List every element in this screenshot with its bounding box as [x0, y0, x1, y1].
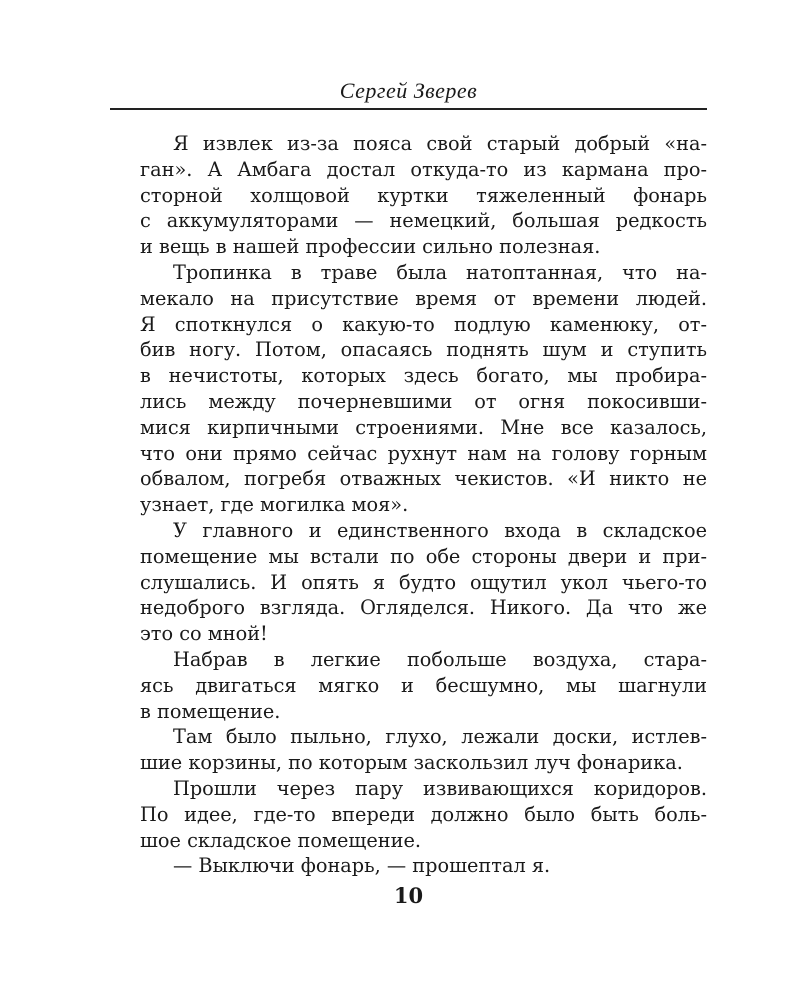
- text-line: ган». А Амбага достал откуда-то из кармана про-: [140, 157, 707, 181]
- paragraph: [140, 260, 707, 518]
- text-line: шие корзины, по которым заскользил луч фонарика.: [140, 751, 683, 775]
- text-line: это со мной!: [140, 622, 268, 646]
- text-line: сторной холщовой куртки тяжеленный фонарь: [140, 183, 707, 207]
- paragraph: [140, 518, 707, 647]
- text-line: Прошли через пару извивающихся коридоров.: [173, 776, 707, 800]
- text-line: обвалом, погребя отважных чекистов. «И никто не: [140, 467, 707, 491]
- header-rule: [110, 108, 707, 110]
- text-line: Там было пыльно, глухо, лежали доски, истлев-: [173, 725, 707, 749]
- text-line: Я споткнулся о какую-то подлую каменюку, от-: [140, 312, 707, 336]
- text-line: в помещение.: [140, 699, 281, 723]
- text-line: недоброго взгляда. Огляделся. Никого. Да что же: [140, 596, 707, 620]
- text-line: бив ногу. Потом, опасаясь поднять шум и ступить: [140, 338, 707, 362]
- paragraph: [140, 131, 707, 260]
- text-line: в нечистоты, которых здесь богато, мы пробира-: [140, 364, 707, 388]
- text-line: Тропинка в траве была натоптанная, что на-: [173, 260, 707, 284]
- text-line: помещение мы встали по обе стороны двери и при-: [140, 544, 707, 568]
- text-line: У главного и единственного входа в складское: [173, 518, 707, 542]
- text-line: и вещь в нашей профессии сильно полезная.: [140, 235, 601, 259]
- paragraph: [140, 724, 707, 776]
- text-line: что они прямо сейчас рухнут нам на голову горным: [140, 441, 707, 465]
- page-number: 10: [393, 883, 424, 908]
- text-line: Я извлек из-за пояса свой старый добрый «на-: [173, 132, 707, 155]
- text-line: слушались. И опять я будто ощутил укол чьего-то: [140, 570, 707, 594]
- text-line: узнает, где могилка моя».: [140, 493, 409, 517]
- text-line: По идее, где-то впереди должно было быть боль-: [140, 802, 707, 826]
- text-line: мекало на присутствие время от времени людей.: [140, 286, 707, 310]
- text-line: мися кирпичными строениями. Мне все казалось,: [140, 415, 707, 439]
- body-text: [140, 131, 707, 879]
- paragraph: [140, 776, 707, 853]
- running-head-author: Сергей Зверев: [339, 78, 478, 103]
- text-line: ясь двигаться мягко и бесшумно, мы шагнули: [140, 673, 707, 697]
- text-line: Набрав в легкие побольше воздуха, стара-: [173, 647, 707, 671]
- text-line: шое складское помещение.: [140, 828, 421, 852]
- paragraph: [140, 853, 707, 879]
- paragraph: [140, 647, 707, 724]
- text-line: с аккумуляторами — немецкий, большая редкость: [140, 209, 707, 233]
- text-line: лись между почерневшими от огня покосивши-: [140, 389, 707, 413]
- text-line: — Выключи фонарь, — прошептал я.: [173, 854, 551, 878]
